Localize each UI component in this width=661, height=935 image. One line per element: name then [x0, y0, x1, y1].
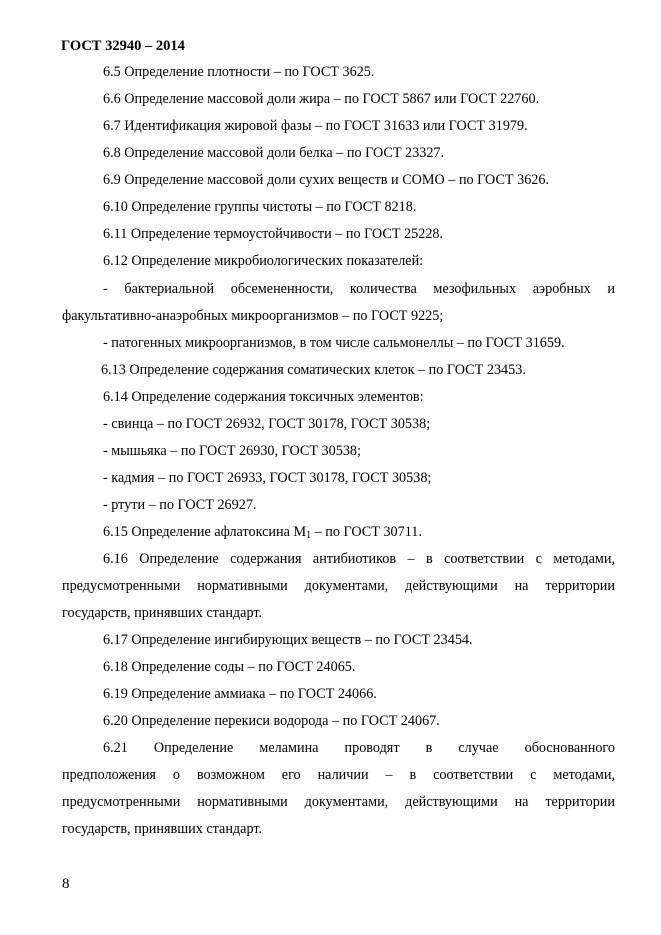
clause-6-12-item-1-line-2: факультативно-анаэробных микроорганизмов – по ГОСТ 9225; — [62, 308, 444, 324]
clause-6-16-line-2: предусмотренными нормативными документами, действующими на территории — [62, 578, 615, 594]
clause-6-12-item-2: - патогенных микроорганизмов, в том числе сальмонеллы – по ГОСТ 31659. — [103, 335, 565, 351]
clause-6-7: 6.7 Идентификация жировой фазы – по ГОСТ 31633 или ГОСТ 31979. — [103, 118, 528, 134]
clause-6-6: 6.6 Определение массовой доли жира – по ГОСТ 5867 или ГОСТ 22760. — [103, 91, 540, 107]
clause-6-14-mercury: - ртути – по ГОСТ 26927. — [103, 497, 257, 513]
clause-6-14-arsenic: - мышьяка – по ГОСТ 26930, ГОСТ 30538; — [103, 443, 361, 459]
clause-6-12-item-1-line-1: - бактериальной обсемененности, количества мезофильных аэробных и — [103, 281, 615, 297]
clause-6-14: 6.14 Определение содержания токсичных элементов: — [103, 389, 424, 405]
clause-6-18: 6.18 Определение соды – по ГОСТ 24065. — [103, 659, 356, 675]
clause-6-19: 6.19 Определение аммиака – по ГОСТ 24066. — [103, 686, 377, 702]
clause-6-21-line-3: предусмотренными нормативными документами, действующими на территории — [62, 794, 615, 810]
document-header: ГОСТ 32940 – 2014 — [61, 38, 185, 54]
clause-6-15-subscript: 1 — [306, 530, 312, 541]
clause-6-12: 6.12 Определение микробиологических показателей: — [103, 253, 424, 269]
clause-6-15 — [103, 523, 422, 541]
clause-6-13: 6.13 Определение содержания соматических клеток – по ГОСТ 23453. — [101, 362, 526, 378]
clause-6-21-line-2: предположения о возможном его наличии – в соответствии с методами, — [62, 767, 615, 783]
clause-6-14-cadmium: - кадмия – по ГОСТ 26933, ГОСТ 30178, ГОСТ 30538; — [103, 470, 432, 486]
clause-6-11: 6.11 Определение термоустойчивости – по ГОСТ 25228. — [103, 226, 444, 242]
clause-6-15-prefix: 6.15 Определение афлатоксина M — [103, 524, 307, 540]
clause-6-20: 6.20 Определение перекиси водорода – по ГОСТ 24067. — [103, 713, 440, 729]
clause-6-21-line-4: государств, принявших стандарт. — [62, 821, 263, 837]
page-number: 8 — [62, 876, 70, 892]
clause-6-14-lead: - свинца – по ГОСТ 26932, ГОСТ 30178, ГОСТ 30538; — [103, 416, 431, 432]
clause-6-5: 6.5 Определение плотности – по ГОСТ 3625. — [103, 64, 375, 80]
clause-6-16-line-3: государств, принявших стандарт. — [62, 605, 263, 621]
clause-6-17: 6.17 Определение ингибирующих веществ – по ГОСТ 23454. — [103, 632, 473, 648]
clause-6-9: 6.9 Определение массовой доли сухих веществ и СОМО – по ГОСТ 3626. — [103, 172, 550, 188]
clause-6-16-line-1: 6.16 Определение содержания антибиотиков – в соответствии с методами, — [103, 551, 615, 567]
clause-6-15-suffix: – по ГОСТ 30711. — [311, 524, 422, 540]
clause-6-8: 6.8 Определение массовой доли белка – по ГОСТ 23327. — [103, 145, 445, 161]
clause-6-10: 6.10 Определение группы чистоты – по ГОСТ 8218. — [103, 199, 417, 215]
clause-6-21-line-1: 6.21 Определение меламина проводят в случае обоснованного — [103, 740, 615, 756]
